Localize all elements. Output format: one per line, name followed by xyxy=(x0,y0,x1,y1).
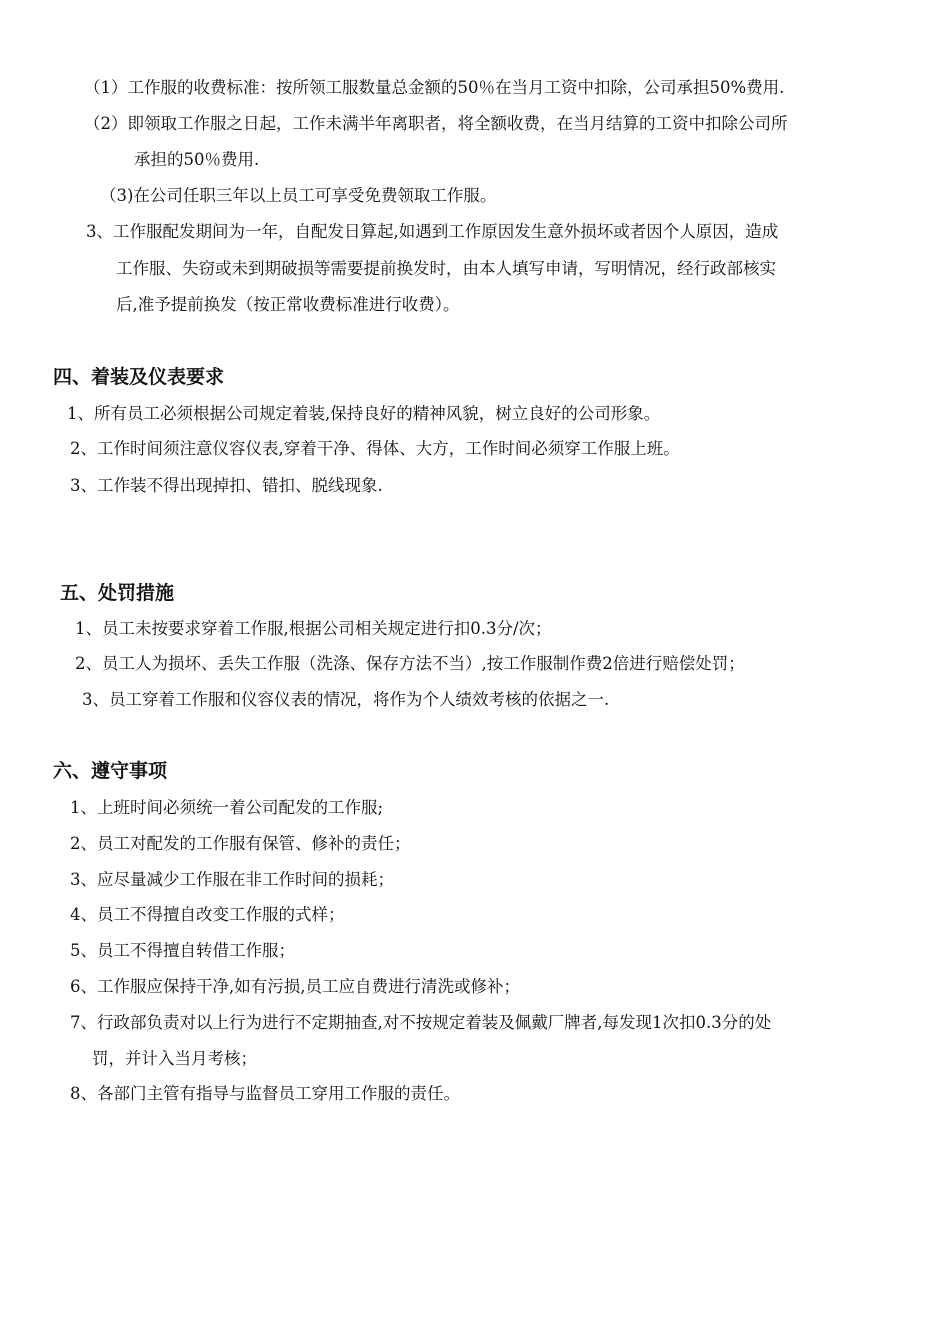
compliance-item: 7、行政部负责对以上行为进行不定期抽查,对不按规定着装及佩戴厂牌者,每发现1次扣0.3分的处 xyxy=(70,1013,772,1032)
free-uniform-item: （3)在公司任职三年以上员工可享受免费领取工作服。 xyxy=(100,186,497,205)
dress-code-item: 2、工作时间须注意仪容仪表,穿着干净、得体、大方，工作时间必须穿工作服上班。 xyxy=(70,439,680,458)
resign-fee-item-cont: 承担的50％费用. xyxy=(134,150,260,169)
compliance-item: 4、员工不得擅自改变工作服的式样； xyxy=(70,905,345,924)
compliance-item: 3、应尽量减少工作服在非工作时间的损耗； xyxy=(70,870,394,889)
section-dress-code-title: 四、着装及仪表要求 xyxy=(53,366,225,388)
compliance-item: 1、上班时间必须统一着公司配发的工作服; xyxy=(70,798,384,817)
penalty-item: 1、员工未按要求穿着工作服,根据公司相关规定进行扣0.3分/次； xyxy=(75,619,552,638)
compliance-item: 5、员工不得擅自转借工作服； xyxy=(70,941,295,960)
compliance-item: 8、各部门主管有指导与监督员工穿用工作服的责任。 xyxy=(70,1084,460,1103)
penalty-item: 2、员工人为损坏、丢失工作服（洗涤、保存方法不当）,按工作服制作费2倍进行赔偿处罚； xyxy=(75,654,745,673)
replacement-item-cont-1: 工作服、失窃或未到期破损等需要提前换发时，由本人填写申请，写明情况，经行政部核实 xyxy=(116,259,776,278)
replacement-item: 3、工作服配发期间为一年，自配发日算起,如遇到工作原因发生意外损坏或者因个人原因，造成 xyxy=(86,222,779,241)
compliance-item-cont: 罚，并计入当月考核； xyxy=(92,1049,257,1068)
fee-standard-item: （1）工作服的收费标准：按所领工服数量总金额的50％在当月工资中扣除，公司承担50%费用. xyxy=(84,78,785,97)
penalty-item: 3、员工穿着工作服和仪容仪表的情况，将作为个人绩效考核的依据之一. xyxy=(82,690,610,709)
section-compliance-title: 六、遵守事项 xyxy=(53,760,168,782)
dress-code-item: 1、所有员工必须根据公司规定着装,保持良好的精神风貌，树立良好的公司形象。 xyxy=(67,404,661,423)
compliance-item: 6、工作服应保持干净,如有污损,员工应自费进行清洗或修补； xyxy=(70,977,520,996)
compliance-item: 2、员工对配发的工作服有保管、修补的责任； xyxy=(70,834,411,853)
replacement-item-cont-2: 后,准予提前换发（按正常收费标准进行收费）。 xyxy=(116,295,460,314)
resign-fee-item: （2）即领取工作服之日起，工作未满半年离职者，将全额收费，在当月结算的工资中扣除公司所 xyxy=(84,114,788,133)
section-penalty-title: 五、处罚措施 xyxy=(60,582,175,604)
dress-code-item: 3、工作装不得出现掉扣、错扣、脱线现象. xyxy=(70,476,383,495)
